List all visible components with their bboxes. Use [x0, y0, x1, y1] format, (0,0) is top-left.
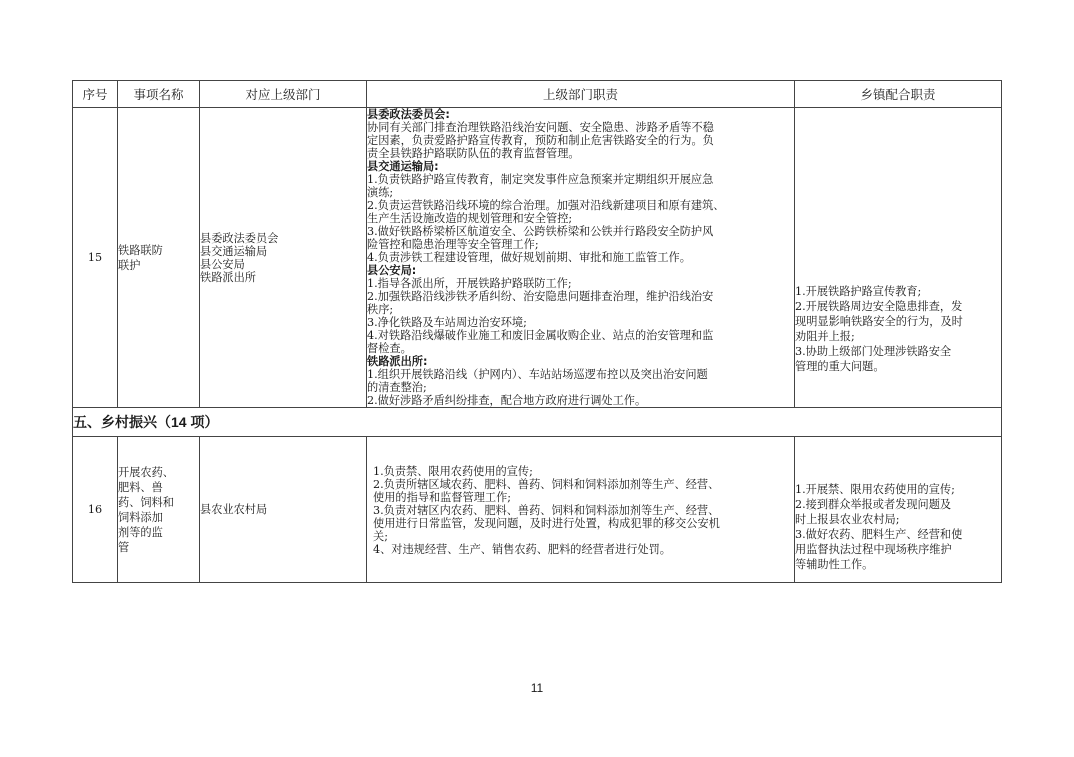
header-dept: 对应上级部门	[200, 81, 367, 108]
text-line: 1.指导各派出所，开展铁路护路联防工作;	[367, 277, 572, 290]
header-town: 乡镇配合职责	[795, 81, 1002, 108]
department-heading: 县公安局:	[367, 264, 417, 277]
text-line: 使用的指导和监督管理工作;	[373, 491, 512, 504]
text-line: 4.负责涉铁工程建设管理，做好规划前期、审批和施工监管工作。	[367, 251, 691, 264]
superior-departments	[200, 108, 367, 408]
responsibility-table	[72, 80, 1002, 583]
text-line: 责全县铁路护路联防队伍的教育监督管理。	[367, 147, 580, 160]
text-line: 县公安局	[200, 257, 245, 271]
text-line: 3.负责对辖区内农药、肥料、兽药、饲料和饲料添加剂等生产、经营、	[373, 504, 720, 517]
superior-duties	[367, 437, 795, 583]
text-line: 1.组织开展铁路沿线（护网内）、车站站场巡逻布控以及突出治安问题	[367, 368, 708, 381]
superior-departments	[200, 437, 367, 583]
text-line: 秩序;	[367, 303, 394, 316]
text-line: 2.负责所辖区域农药、肥料、兽药、饲料和饲料添加剂等生产、经营、	[373, 478, 720, 491]
township-duties	[795, 108, 1002, 408]
row-number: 16	[73, 437, 118, 583]
text-line: 铁路派出所	[200, 270, 256, 284]
text-line: 开展农药、	[118, 465, 174, 479]
text-line: 管理的重大问题。	[795, 359, 885, 373]
row-number: 15	[73, 108, 118, 408]
text-line: 县交通运输局	[200, 244, 268, 258]
text-line: 演练;	[367, 186, 394, 199]
text-line: 4.对铁路沿线爆破作业施工和废旧金属收购企业、站点的治安管理和监	[367, 329, 714, 342]
text-line: 3.协助上级部门处理涉铁路安全	[795, 344, 952, 358]
text-line: 1.负责禁、限用农药使用的宣传;	[373, 465, 533, 478]
text-line: 药、饲料和	[118, 495, 174, 509]
text-line: 2.加强铁路沿线涉铁矛盾纠纷、治安隐患问题排查治理，维护沿线治安	[367, 290, 714, 303]
text-line: 关;	[373, 530, 388, 543]
text-line: 3.净化铁路及车站周边治安环境;	[367, 316, 527, 329]
header-no: 序号	[73, 81, 118, 108]
text-line: 剂等的监	[118, 525, 163, 539]
text-line: 险管控和隐患治理等安全管理工作;	[367, 238, 539, 251]
text-line: 使用进行日常监管，发现问题，及时进行处置，构成犯罪的移交公安机	[373, 517, 720, 530]
text-line: 现明显影响铁路安全的行为，及时	[795, 314, 963, 328]
text-line: 肥料、兽	[118, 480, 163, 494]
text-line: 2.开展铁路周边安全隐患排查，发	[795, 299, 963, 313]
header-duty: 上级部门职责	[367, 81, 795, 108]
department-heading: 县交通运输局:	[367, 160, 439, 173]
text-line: 定因素，负责爱路护路宣传教育，预防和制止危害铁路安全的行为。负	[367, 134, 714, 147]
item-name	[118, 437, 200, 583]
text-line: 联护	[118, 258, 141, 272]
text-line: 饲料添加	[118, 510, 163, 524]
superior-duties	[367, 108, 795, 408]
item-name	[118, 108, 200, 408]
header-name: 事项名称	[118, 81, 200, 108]
page-number: 11	[530, 681, 544, 695]
text-line: 3.做好铁路桥梁桥区航道安全、公跨铁桥梁和公铁并行路段安全防护风	[367, 225, 714, 238]
text-line: 2.做好涉路矛盾纠纷排查，配合地方政府进行调处工作。	[367, 394, 647, 407]
text-line: 铁路联防	[118, 243, 163, 257]
text-line: 管	[118, 540, 130, 554]
text-line: 用监督执法过程中现场秩序维护	[795, 542, 952, 556]
text-line: 2.接到群众举报或者发现问题及	[795, 497, 952, 511]
township-duties	[795, 437, 1002, 583]
table-row	[73, 108, 1002, 408]
text-line: 3.做好农药、肥料生产、经营和使	[795, 527, 963, 541]
department-heading: 铁路派出所:	[367, 355, 428, 368]
text-line: 1.负责铁路护路宣传教育，制定突发事件应急预案并定期组织开展应急	[367, 173, 714, 186]
text-line: 1.开展铁路护路宣传教育;	[795, 284, 922, 298]
text-line: 协同有关部门排查治理铁路沿线治安问题、安全隐患、涉路矛盾等不稳	[367, 121, 714, 134]
table-header-row	[73, 81, 1002, 108]
table-row	[73, 437, 1002, 583]
text-line: 等辅助性工作。	[795, 557, 874, 571]
department-heading: 县委政法委员会:	[367, 108, 450, 121]
text-line: 2.负责运营铁路沿线环境的综合治理。加强对沿线新建项目和原有建筑、	[367, 199, 725, 212]
text-line: 生产生活设施改造的规划管理和安全管控;	[367, 212, 573, 225]
text-line: 县委政法委员会	[200, 231, 279, 245]
text-line: 县农业农村局	[200, 503, 268, 516]
text-line: 时上报县农业农村局;	[795, 512, 900, 526]
text-line: 的清查整治;	[367, 381, 427, 394]
text-line: 督检查。	[367, 342, 412, 355]
section-heading-row	[73, 408, 1002, 437]
text-line: 4、对违规经营、生产、销售农药、肥料的经营者进行处罚。	[373, 543, 671, 556]
text-line: 1.开展禁、限用农药使用的宣传;	[795, 482, 955, 496]
section-title: 五、乡村振兴（14 项）	[73, 408, 1002, 437]
text-line: 劝阻并上报;	[795, 329, 855, 343]
